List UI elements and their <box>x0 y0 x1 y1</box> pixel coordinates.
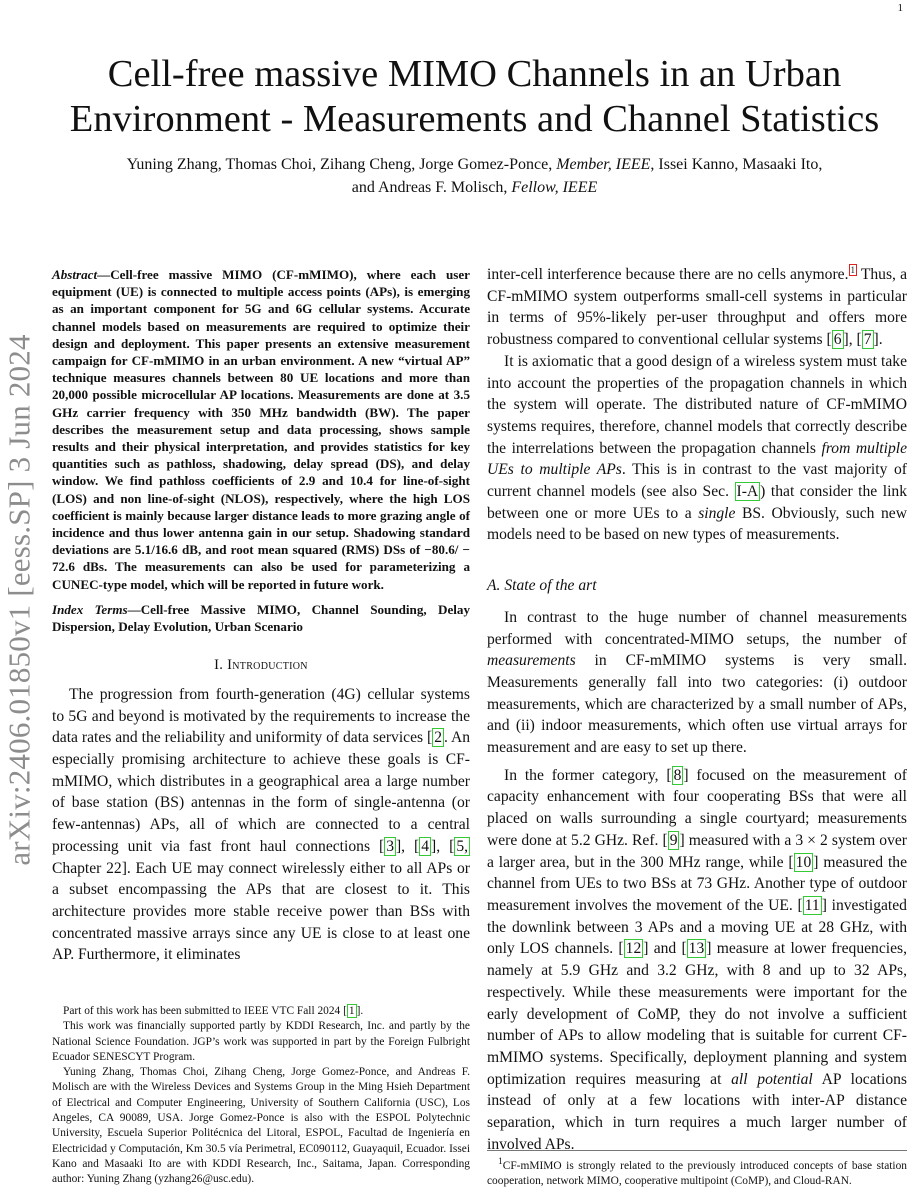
section-reference-link[interactable]: I-A <box>736 483 759 501</box>
citation-link[interactable]: 3 <box>386 837 394 855</box>
citation-link[interactable]: 5, <box>456 837 469 855</box>
footnote-1: $^1$CF-mMIMO is strongly related to the previously introduced concepts of base station cooperation, network MIMO, cooperative multipoint (CoMP), and Cloud-RAN. <box>487 1157 907 1187</box>
footnote-submission: Part of this work has been submitted to IEEE VTC Fall 2024 [ 1 ]. <box>63 1005 364 1017</box>
intro-paragraph-2: It is axiomatic that a good design of a wireless system must take into account the properties of the propagation channels in which the system will operate. The distributed nature of CF-mMIMO systems requires, therefore, channel models that correctly describe the interrelations between the propagation channels from multiple UEs to multiple APs. This is in contrast to the vast majority of current channel models (see also Sec. I-A ) that consider the link between one or more UEs to a single BS. Obviously, such new models need to be based on new types of measurements. <box>487 352 908 544</box>
footnote-marker[interactable]: 1 <box>850 264 855 275</box>
abstract: Abstract—Cell-free massive MIMO (CF-mMIMO), where each user equipment (UE) is connected to multiple access points (APs), is emerging as an important component for 5G and 6G cellular systems. Accurate channel models based on measurements are required to optimize their design and deployment. This paper presents an extensive measurement campaign for CF-mMIMO in an urban environment. A new “virtual AP” technique measures channels between 80 UE locations and more than 20,000 possible microcellular AP locations. Measurements are done at 3.5 GHz carrier frequency with 350 MHz bandwidth (BW). The paper describes the measurement setup and data processing, shows sample results and their physical interpretation, and provides statistics for key quantities such as pathloss, shadowing, delay spread (DS), and delay window. We find pathloss coefficients of 2.9 and 10.4 for line-of-sight (LOS) and non line-of-sight (NLOS), respectively, where the high LOS coefficient is mainly because larger distance leads to more grazing angle of incidence and thus lower antenna gain in our setup. Shadowing standard deviations are 5.1/16.6 dB, and root mean squared (RMS) DSs of −80.6/ − 72.6 dBs. The measurements can also be used for parameterizing a CUNEC-type model, which will be reported in future work. <box>52 267 470 592</box>
footnote-affiliations: Yuning Zhang, Thomas Choi, Zihang Cheng, Jorge Gomez-Ponce, and Andreas F. Molisch are with the Wireless Devices and Systems Group in the Ming Hsieh Department of Electrical and Computer Engineering, University of Southern California (USC), Los Angeles, CA 90089, USA. Jorge Gomez-Ponce is also with the ESPOL Polytechnic University, Escuela Superior Politécnica del Litoral, ESPOL, Facultad de Ingeniería en Electricidad y Computación, Km 30.5 vía Perimetral, EC090112, Guayaquil, Ecuador. Issei Kano and Masaaki Ito are with KDDI Research, Inc., Saitama, Japan. Corresponding author: Yuning Zhang (yzhang26@usc.edu). <box>52 1066 470 1186</box>
citation-link[interactable]: 2 <box>434 729 442 747</box>
left-column <box>52 266 470 966</box>
citation-link[interactable]: 7 <box>863 331 872 349</box>
author-list: Yuning Zhang, Thomas Choi, Zihang Cheng, Jorge Gomez-Ponce, Member, IEEE, Issei Kanno, Masaaki Ito, and Andreas F. Molisch, Fellow, IEEE <box>126 156 823 196</box>
citation-link[interactable]: 11 <box>804 896 820 914</box>
page-number: 1 <box>897 2 903 14</box>
citation-link[interactable]: 8 <box>673 766 682 784</box>
state-of-art-paragraph-1: In contrast to the huge number of channel measurements performed with concentrated-MIMO setups, the number of measurements in CF-mMIMO systems is very small. Measurements generally fall into two categories: (i) outdoor measurements, which are characterized by a small number of APs, and (ii) indoor measurements, which often use virtual arrays for measurement and are easy to set up there. <box>487 608 907 757</box>
arxiv-stamp-text: arXiv:2406.01850v1 [eess.SP] 3 Jun 2024 <box>2 334 37 866</box>
right-footnote <box>487 1150 907 1189</box>
citation-link[interactable]: 9 <box>669 831 678 849</box>
intro-paragraph-1: The progression from fourth-generation (4G) cellular systems to 5G and beyond is motivated by the requirements to increase the data rates and the reliability and uniformity of data services [ 2 . An especially promising architecture to achieve these goals is CF-mMIMO, which distributes in a geographical area a large number of base station (BS) antennas in the form of single-antenna (or few-antennas) APs, all of which are connected to a central processing unit via fast front haul connections [ 3 ], [ 4 ], [ 5, Chapter 22]. Each UE may connect wirelessly either to all APs or a subset encompassing the APs that are closest to it. This architecture provides more stable receive power than BSs with concentrated massive arrays since any UE is close to at least one AP. Furthermore, it eliminates <box>52 685 470 964</box>
footnote-number: 1 <box>498 1157 503 1167</box>
citation-link[interactable]: 4 <box>421 837 430 855</box>
right-column <box>487 264 907 1155</box>
citation-link[interactable]: 13 <box>688 940 705 958</box>
index-terms: Index Terms—Cell-free Massive MIMO, Channel Sounding, Delay Dispersion, Delay Evolution, Urban Scenario <box>52 601 470 635</box>
paper-title: Cell-free massive MIMO Channels in an Urban Environment - Measurements and Channel Statistics <box>69 53 880 140</box>
citation-link[interactable]: 12 <box>625 940 642 958</box>
state-of-art-paragraph-2: In the former category, [ 8 ] focused on the measurement of capacity enhancement with four cooperating BSs that were all placed on walls surrounding a single courtyard; measurements were done at 5.2 GHz. Ref. [ 9 ] measured with a 3 × 2 system over a larger area, but in the 300 MHz range, while [ 10 ] measured the channel from UEs to two BSs at 73 GHz. Another type of outdoor measurement involves the movement of the UE. [ 11 ] investigated the downlink between 3 APs and a moving UE at 28 GHz, with only LOS channels. [ 12 ] and [ 13 ] measure at lower frequencies, namely at 5.9 GHz and 3.2 GHz, with 8 and up to 32 APs, respectively. While these measurements were important for the early development of CoMP, they do not involve a sufficient number of APs to allow modeling that is suitable for current CF-mMIMO systems. Specifically, deployment planning and system optimization requires measuring at all potential AP locations instead of only at a few locations with inter-AP distance separation, which in turn requires a much larger number of involved APs. <box>487 766 907 1153</box>
arxiv-stamp[interactable] <box>2 0 38 1200</box>
left-footnotes <box>52 1004 470 1188</box>
citation-link[interactable]: 6 <box>833 331 842 349</box>
citation-link[interactable]: 1 <box>348 1005 355 1017</box>
subsection-heading-state-of-the-art: A. State of the art <box>487 577 597 595</box>
intro-paragraph-1-continued: inter-cell interference because there are no cells anymore. $^1$ Thus, a CF-mMIMO system outperforms small-cell systems in particular in terms of 95%-likely per-user throughput and offers more robustness compared to conventional cellular systems [ 6 ], [ 7 ]. <box>487 264 907 349</box>
footnote-funding: This work was financially supported partly by KDDI Research, Inc. and partly by the National Science Foundation. JGP’s work was supported in part by the Foreign Fulbright Ecuador SENESCYT Program. <box>52 1020 470 1063</box>
citation-link[interactable]: 10 <box>795 853 812 871</box>
section-heading-introduction: I. Introduction <box>214 657 308 674</box>
